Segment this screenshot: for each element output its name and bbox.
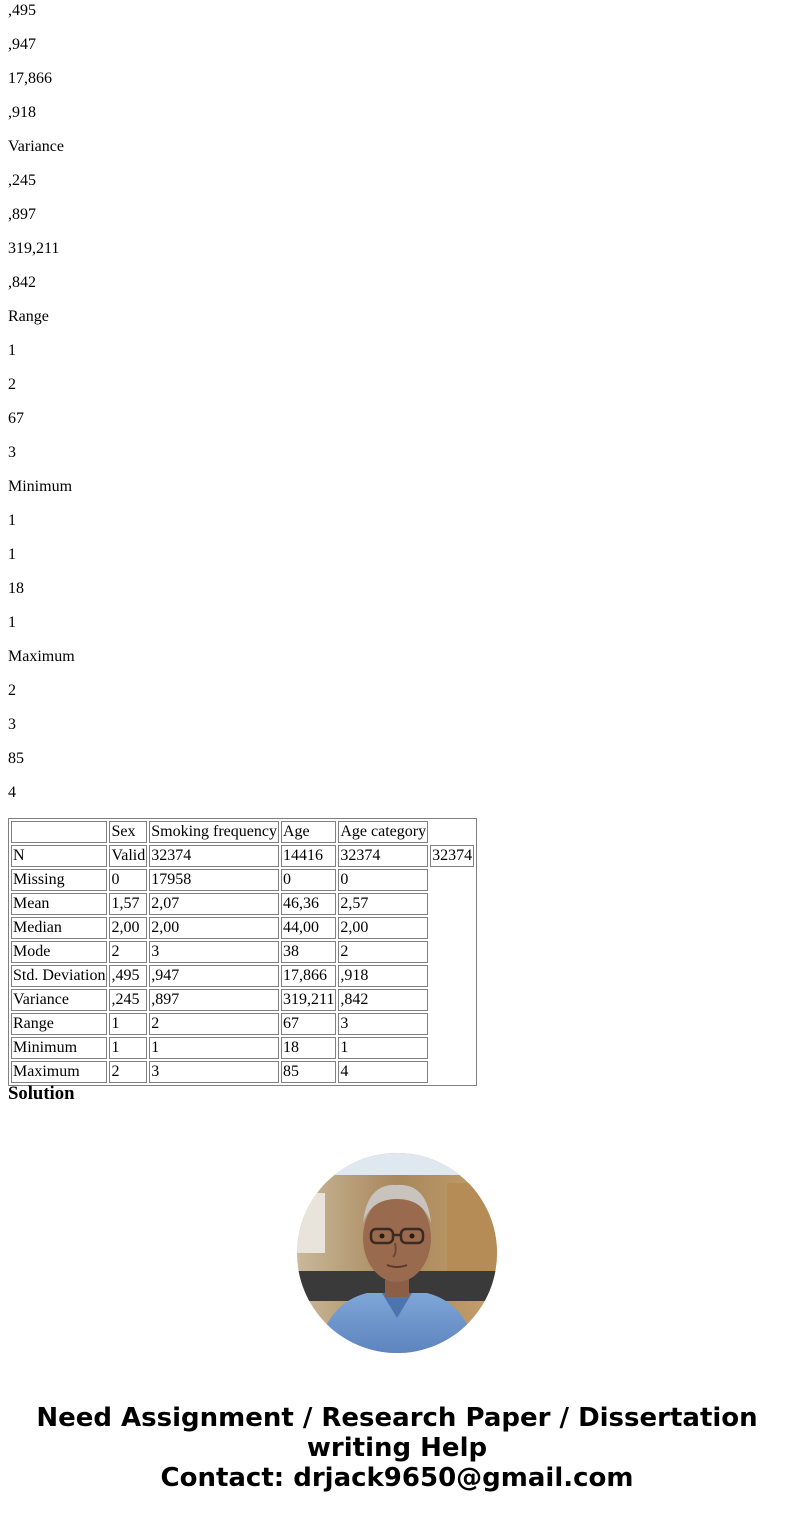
table-cell: Maximum bbox=[11, 1061, 107, 1083]
table-cell: 38 bbox=[281, 941, 336, 963]
table-cell: 3 bbox=[338, 1013, 428, 1035]
table-empty-cell bbox=[430, 965, 474, 987]
table-cell: Valid bbox=[109, 845, 147, 867]
table-cell: 14416 bbox=[281, 845, 336, 867]
table-empty-cell bbox=[430, 869, 474, 891]
table-cell: 0 bbox=[109, 869, 147, 891]
table-cell: ,897 bbox=[149, 989, 279, 1011]
contact-banner bbox=[0, 1403, 794, 1493]
table-empty-cell bbox=[430, 1061, 474, 1083]
statistics-table bbox=[8, 818, 477, 1086]
table-cell: 32374 bbox=[149, 845, 279, 867]
stat-line: 85 bbox=[8, 750, 24, 767]
stat-line: ,245 bbox=[8, 172, 36, 189]
stat-lines bbox=[8, 2, 75, 818]
table-cell: 2,57 bbox=[338, 893, 428, 915]
table-cell: Std. Deviation bbox=[11, 965, 107, 987]
table-empty-cell bbox=[430, 1037, 474, 1059]
stat-line: 3 bbox=[8, 444, 16, 461]
table-cell: ,842 bbox=[338, 989, 428, 1011]
stat-line: ,495 bbox=[8, 2, 36, 19]
table-cell: 319,211 bbox=[281, 989, 336, 1011]
table-cell: 1 bbox=[109, 1037, 147, 1059]
table-row bbox=[11, 1037, 474, 1059]
table-cell: 85 bbox=[281, 1061, 336, 1083]
table-cell: 0 bbox=[281, 869, 336, 891]
table-cell: 2,00 bbox=[338, 917, 428, 939]
table-cell: 44,00 bbox=[281, 917, 336, 939]
stat-line: 1 bbox=[8, 614, 16, 631]
table-cell: 3 bbox=[149, 941, 279, 963]
table-empty-cell bbox=[430, 893, 474, 915]
table-row bbox=[11, 1061, 474, 1083]
table-empty-cell bbox=[430, 917, 474, 939]
table-cell: 2,07 bbox=[149, 893, 279, 915]
stat-line: 2 bbox=[8, 682, 16, 699]
table-empty-cell bbox=[430, 989, 474, 1011]
table-header-cell: Smoking frequency bbox=[149, 821, 279, 843]
table-cell: 0 bbox=[338, 869, 428, 891]
table-cell: 1 bbox=[109, 1013, 147, 1035]
table-header-cell: Age bbox=[281, 821, 336, 843]
table-cell: ,495 bbox=[109, 965, 147, 987]
table-cell: 18 bbox=[281, 1037, 336, 1059]
table-cell: 2 bbox=[109, 1061, 147, 1083]
table-row bbox=[11, 893, 474, 915]
stat-line: Minimum bbox=[8, 478, 73, 495]
table-cell: 67 bbox=[281, 1013, 336, 1035]
solution-heading: Solution bbox=[8, 1083, 75, 1104]
stat-line: ,947 bbox=[8, 36, 36, 53]
table-cell: Minimum bbox=[11, 1037, 107, 1059]
table-cell: 32374 bbox=[430, 845, 474, 867]
table-cell: 3 bbox=[149, 1061, 279, 1083]
stat-line: 319,211 bbox=[8, 240, 60, 257]
table-cell: 2 bbox=[109, 941, 147, 963]
table-row bbox=[11, 989, 474, 1011]
stat-line: Variance bbox=[8, 138, 64, 155]
stat-line: 17,866 bbox=[8, 70, 52, 87]
stat-line: 1 bbox=[8, 512, 16, 529]
stat-line: Maximum bbox=[8, 648, 75, 665]
avatar bbox=[297, 1153, 497, 1353]
table-cell: 17,866 bbox=[281, 965, 336, 987]
table-empty-cell bbox=[430, 941, 474, 963]
stat-line: 2 bbox=[8, 376, 16, 393]
table-cell: 2 bbox=[149, 1013, 279, 1035]
table-cell: ,918 bbox=[338, 965, 428, 987]
table-header-cell bbox=[11, 821, 107, 843]
table-cell: 32374 bbox=[338, 845, 428, 867]
stat-line: 67 bbox=[8, 410, 24, 427]
stat-line: 1 bbox=[8, 342, 16, 359]
table-header-cell: Sex bbox=[109, 821, 147, 843]
table-cell: 1 bbox=[149, 1037, 279, 1059]
table-empty-cell bbox=[430, 1013, 474, 1035]
table-row bbox=[11, 965, 474, 987]
table-cell: Mean bbox=[11, 893, 107, 915]
table-row bbox=[11, 845, 474, 867]
stat-line: 4 bbox=[8, 784, 16, 801]
table-cell: N bbox=[11, 845, 107, 867]
stat-line: 18 bbox=[8, 580, 24, 597]
table-cell: 46,36 bbox=[281, 893, 336, 915]
contact-line-1: Need Assignment / Research Paper / Dissertation bbox=[36, 1403, 758, 1433]
table-cell: Median bbox=[11, 917, 107, 939]
table-cell: 1,57 bbox=[109, 893, 147, 915]
table-row bbox=[11, 941, 474, 963]
stat-line: ,897 bbox=[8, 206, 36, 223]
table-empty-cell bbox=[430, 821, 474, 843]
table-cell: 1 bbox=[338, 1037, 428, 1059]
stat-line: 3 bbox=[8, 716, 16, 733]
stat-line: ,842 bbox=[8, 274, 36, 291]
stat-line: 1 bbox=[8, 546, 16, 563]
table-cell: Range bbox=[11, 1013, 107, 1035]
stat-line: ,918 bbox=[8, 104, 36, 121]
table-row bbox=[11, 917, 474, 939]
avatar-photo-icon bbox=[297, 1153, 497, 1353]
table-cell: Variance bbox=[11, 989, 107, 1011]
table-row bbox=[11, 869, 474, 891]
table-row bbox=[11, 1013, 474, 1035]
table-cell: 17958 bbox=[149, 869, 279, 891]
table-cell: 2 bbox=[338, 941, 428, 963]
contact-line-2: writing Help bbox=[306, 1433, 488, 1463]
table-cell: ,947 bbox=[149, 965, 279, 987]
table-cell: ,245 bbox=[109, 989, 147, 1011]
table-header-row bbox=[11, 821, 474, 843]
table-header-cell: Age category bbox=[338, 821, 428, 843]
table-cell: Mode bbox=[11, 941, 107, 963]
table-cell: 2,00 bbox=[149, 917, 279, 939]
table-cell: Missing bbox=[11, 869, 107, 891]
stat-line: Range bbox=[8, 308, 49, 325]
table-cell: 4 bbox=[338, 1061, 428, 1083]
table-cell: 2,00 bbox=[109, 917, 147, 939]
contact-email: Contact: drjack9650@gmail.com bbox=[160, 1463, 634, 1493]
